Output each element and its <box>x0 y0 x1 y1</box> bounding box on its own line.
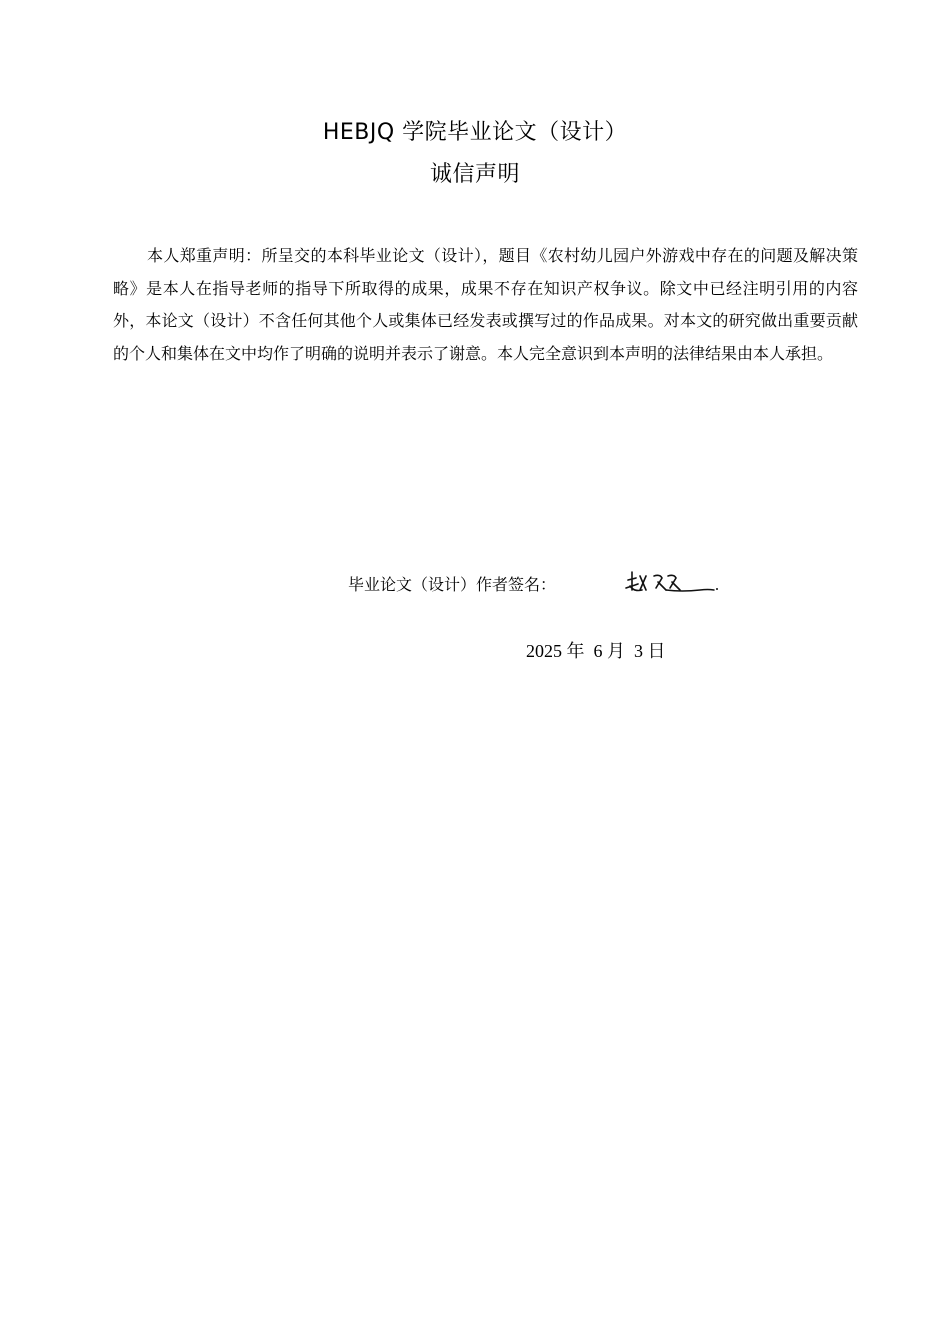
document-title: HEBJQ 学院毕业论文（设计） <box>322 120 628 145</box>
date-day-unit: 日 <box>647 641 666 661</box>
date-day: 3 <box>634 641 643 661</box>
date-year: 2025 <box>526 641 562 661</box>
document-subtitle: 诚信声明 <box>429 162 520 187</box>
date-month: 6 <box>593 641 603 661</box>
handwritten-signature <box>622 566 722 600</box>
signature-label: 毕业论文（设计）作者签名： <box>348 575 557 594</box>
signing-date <box>526 636 666 666</box>
date-month-unit: 月 <box>607 641 625 661</box>
date-year-unit: 年 <box>566 641 585 661</box>
statement-paragraph: 本人郑重声明：所呈交的本科毕业论文（设计），题目《农村幼儿园户外游戏中存在的问题及解决策略》是本人在指导老师的指导下所取得的成果，成果不存在知识产权争议。除文中已经注明引用的内容外，本论文（设计）不含任何其他个人或集体已经发表或撰写过的作品成果。对本文的研究做出重要贡献的个人和集体在文中均作了明确的说明并表示了谢意。本人完全意识到本声明的法律结果由本人承担。 <box>113 246 858 363</box>
